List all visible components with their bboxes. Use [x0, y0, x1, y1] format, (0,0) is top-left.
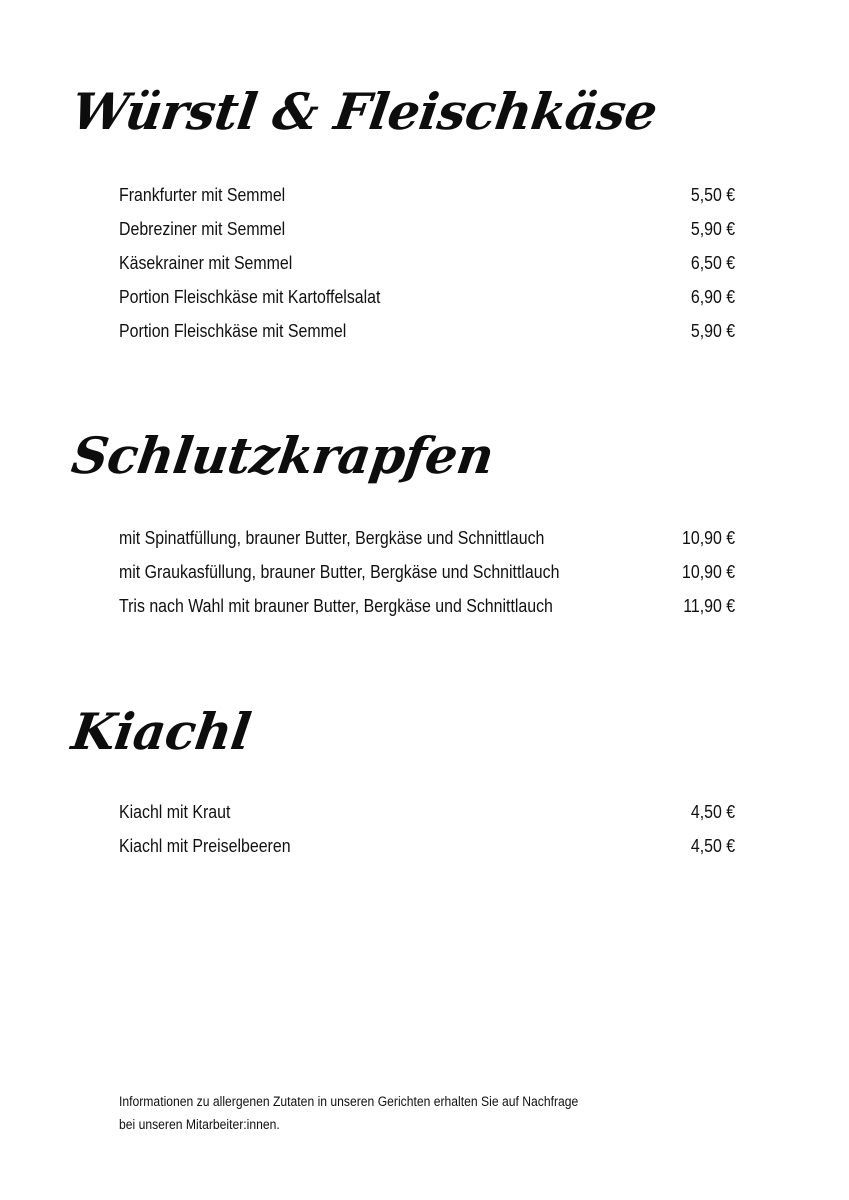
menu-item-name: Kiachl mit Kraut — [119, 801, 231, 822]
menu-item-price: 6,50 € — [690, 252, 736, 273]
menu-item-price: 5,90 € — [690, 218, 736, 239]
menu-list-schlutzkrapfen — [119, 526, 735, 628]
menu-item-price: 10,90 € — [682, 527, 736, 548]
footnote-line: bei unseren Mitarbeiter:innen. — [119, 1117, 280, 1132]
menu-item-name: Kiachl mit Preiselbeeren — [119, 835, 291, 856]
menu-item — [119, 800, 735, 834]
menu-item-name: Portion Fleischkäse mit Semmel — [119, 320, 347, 341]
menu-item — [119, 526, 735, 560]
menu-item-name: Debreziner mit Semmel — [119, 218, 286, 239]
allergen-footnote — [119, 1090, 677, 1136]
menu-item — [119, 183, 735, 217]
menu-item-name: Frankfurter mit Semmel — [119, 184, 286, 205]
menu-item-price: 6,90 € — [690, 286, 736, 307]
menu-item-name: Käsekrainer mit Semmel — [119, 252, 293, 273]
menu-item-price: 11,90 € — [683, 595, 736, 616]
menu-item-price: 5,50 € — [690, 184, 736, 205]
menu-list-kiachl — [119, 800, 735, 868]
menu-item-price: 5,90 € — [690, 320, 736, 341]
section-title-wuerstl-fleischkaese: Würstl & Fleischkäse — [68, 82, 661, 141]
menu-item-name: mit Graukasfüllung, brauner Butter, Bergkäse und Schnittlauch — [119, 561, 560, 582]
menu-item — [119, 251, 735, 285]
menu-item-price: 4,50 € — [690, 801, 736, 822]
menu-item-name: Tris nach Wahl mit brauner Butter, Bergkäse und Schnittlauch — [119, 595, 553, 616]
menu-item — [119, 319, 735, 353]
menu-item-name: Portion Fleischkäse mit Kartoffelsalat — [119, 286, 381, 307]
footnote-line: Informationen zu allergenen Zutaten in unseren Gerichten erhalten Sie auf Nachfrage — [119, 1094, 579, 1109]
menu-item — [119, 834, 735, 868]
menu-item — [119, 560, 735, 594]
menu-item — [119, 217, 735, 251]
section-title-schlutzkrapfen: Schlutzkrapfen — [68, 426, 498, 485]
menu-item — [119, 594, 735, 628]
menu-item — [119, 285, 735, 319]
section-title-kiachl: Kiachl — [68, 702, 255, 761]
menu-item-price: 10,90 € — [682, 561, 736, 582]
menu-item-price: 4,50 € — [690, 835, 736, 856]
menu-list-wuerstl-fleischkaese — [119, 183, 735, 353]
menu-item-name: mit Spinatfüllung, brauner Butter, Bergkäse und Schnittlauch — [119, 527, 545, 548]
